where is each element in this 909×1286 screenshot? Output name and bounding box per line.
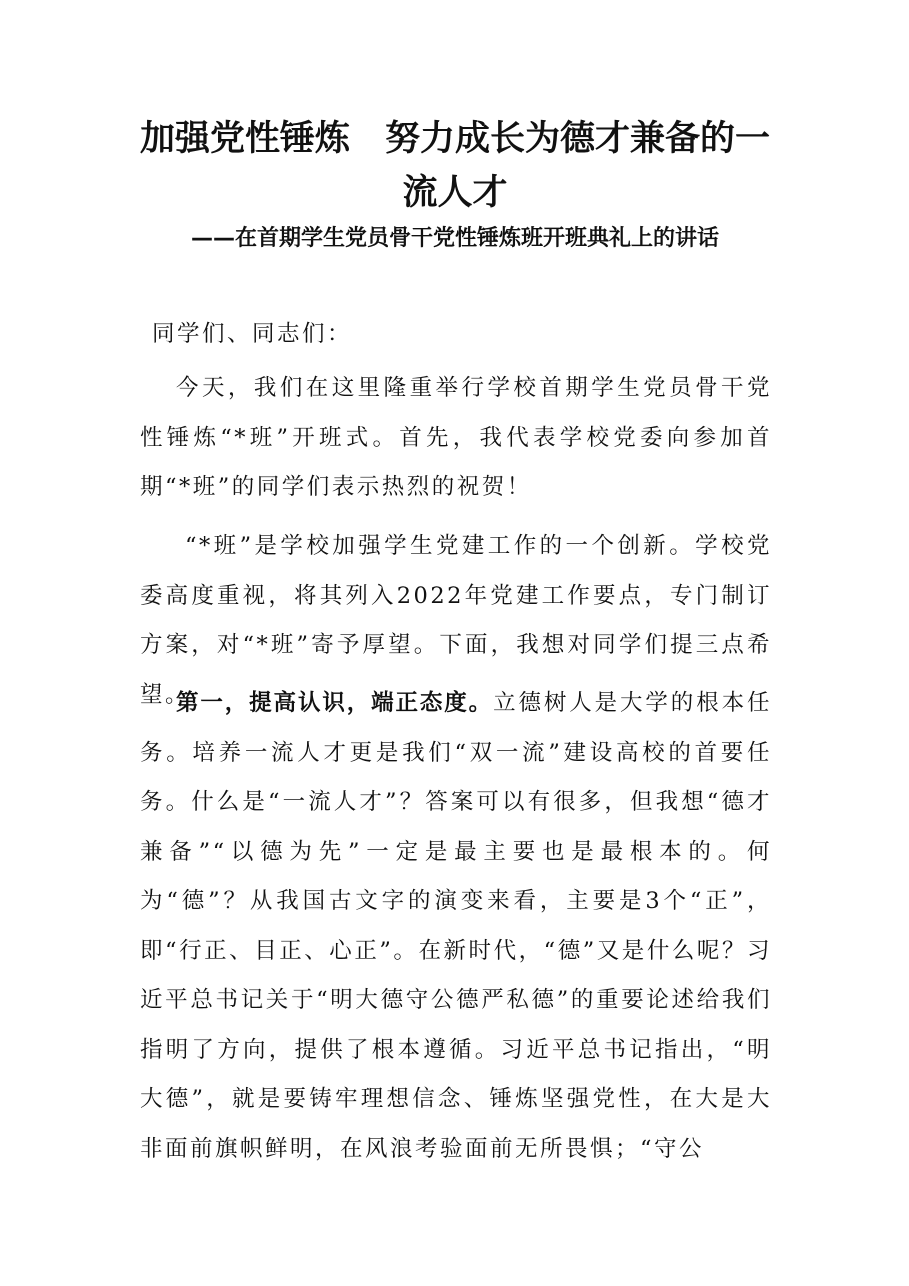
paragraph-text: 立德树人是大学的根本任务。培养一流人才更是我们“双一流”建设高校的首要任务。什么是“一流人才”？答案可以有很多，但我想“德才兼备”“以德为先”一定是最主要也是最根本的。何为“德”？从我国古文字的演变来看，主要是3个“正”，即“行正、目正、心正”。在新时代，“德”又是什么呢？习近平总书记关于“明大德守公德严私德”的重要论述给我们指明了方向，提供了根本遵循。习近平总书记指出，“明大德”，就是要铸牢理想信念、锤炼坚强党性，在大是大非面前旗帜鲜明，在风浪考验面前无所畏惧；“守公 xyxy=(140,690,772,1162)
paragraph-opening xyxy=(140,364,772,513)
document-title: 加强党性锤炼 努力成长为德才兼备的一流人才 xyxy=(140,118,771,213)
paragraph-text: 今天，我们在这里隆重举行学校首期学生党员骨干党性锤炼“*班”开班式。首先，我代表学校党委向参加首期“*班”的同学们表示热烈的祝贺！ xyxy=(140,375,772,500)
document-subtitle: ——在首期学生党员骨干党性锤炼班开班典礼上的讲话 xyxy=(190,226,719,251)
salutation: 同学们、同志们： xyxy=(152,321,353,347)
paragraph-lead-heading: 第一，提高认识，端正态度。 xyxy=(176,690,494,716)
paragraph-first-point xyxy=(140,679,772,1174)
paragraph-text: “*班”是学校加强学生党建工作的一个创新。学校党委高度重视，将其列入2022年党建工作要点，专门制订方案，对“*班”寄予厚望。下面，我想对同学们提三点希望。 xyxy=(140,533,772,708)
